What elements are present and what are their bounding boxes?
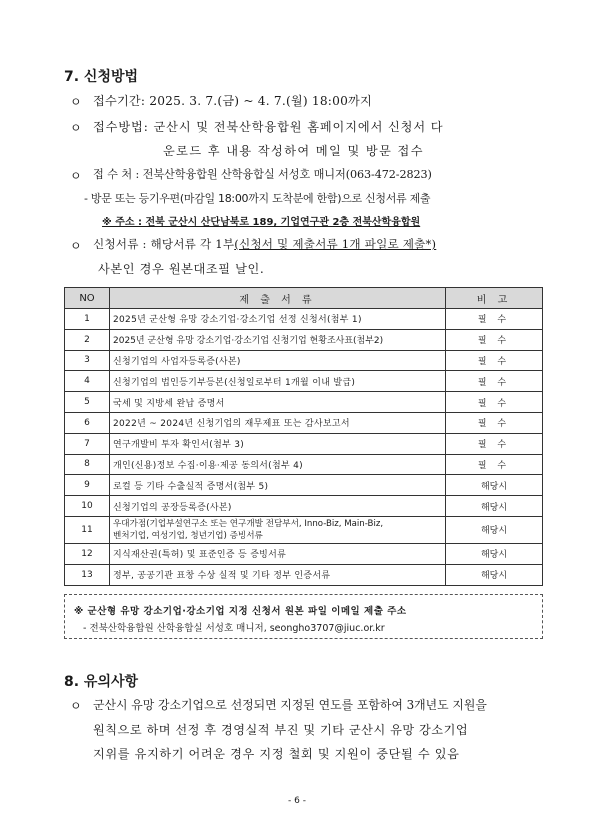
col-header-remark: 비 고 <box>446 288 543 309</box>
row-no: 5 <box>65 392 110 413</box>
application-method-line1: 접수방법: 군산시 및 전북산학융합원 홈페이지에서 신청서 다 <box>93 120 444 134</box>
row-no: 7 <box>65 433 110 454</box>
table-header-row <box>65 288 543 309</box>
row-remark: 필 수 <box>446 454 543 475</box>
row-remark: 해당시 <box>446 564 543 585</box>
row-document: 연구개발비 투자 확인서(첨부 3) <box>110 433 446 454</box>
table-row <box>65 496 543 517</box>
table-row <box>65 371 543 392</box>
table-row <box>65 329 543 350</box>
row-no: 10 <box>65 496 110 517</box>
notice-line3: 지위를 유지하기 어려운 경우 지정 철회 및 지원이 중단될 수 있음 <box>93 747 460 761</box>
required-docs-line2: 사본인 경우 원본대조필 날인. <box>98 262 265 276</box>
row-document <box>110 516 446 543</box>
required-docs-line1 <box>93 236 436 252</box>
row-no: 6 <box>65 412 110 433</box>
bullet-marker: ㅇ <box>70 169 82 183</box>
row-document: 정부, 공공기관 표창 수상 실적 및 기타 정부 인증서류 <box>110 564 446 585</box>
row-remark: 필 수 <box>446 412 543 433</box>
row-no: 12 <box>65 543 110 564</box>
application-office: 접 수 처 : 전북산학융합원 산학융합실 서성호 매니저(063-472-2823) <box>93 168 432 181</box>
row-remark: 필 수 <box>446 309 543 330</box>
address-note: ※ 주소 : 전북 군산시 산단남북로 189, 기업연구관 2층 전북산학융합원 <box>102 217 421 228</box>
bullet-marker: ㅇ <box>70 121 82 135</box>
application-method-line2: 운로드 후 내용 작성하여 메일 및 방문 접수 <box>163 144 424 158</box>
bullet-marker: ㅇ <box>70 95 82 109</box>
bullet-marker: ㅇ <box>70 239 82 253</box>
row-remark: 필 수 <box>446 350 543 371</box>
row-remark: 해당시 <box>446 496 543 517</box>
notebox-contact: - 전북산학융합원 산학융합실 서성호 매니저, seongho3707@jiuc.or.kr <box>83 623 385 634</box>
row-document-line1: 우대가점(기업부설연구소 또는 연구개발 전담부서, Inno-Biz, Main-Biz, <box>113 518 384 529</box>
email-submission-notebox <box>64 594 543 639</box>
row-document: 2025년 군산형 유망 강소기업·강소기업 선정 신청서(첨부 1) <box>110 309 446 330</box>
row-document: 로컬 등 기타 수출실적 증명서(첨부 5) <box>110 475 446 496</box>
row-document: 2022년 ~ 2024년 신청기업의 재무제표 또는 감사보고서 <box>110 412 446 433</box>
col-header-docs: 제 출 서 류 <box>110 288 446 309</box>
row-document: 2025년 군산형 유망 강소기업·강소기업 신청기업 현황조사표(첨부2) <box>110 329 446 350</box>
row-no: 4 <box>65 371 110 392</box>
page-number: - 6 - <box>288 796 306 806</box>
col-header-no: NO <box>65 288 110 309</box>
row-document: 신청기업의 법인등기부등본(신청일로부터 1개월 이내 발급) <box>110 371 446 392</box>
notice-line2: 원칙으로 하며 선정 후 경영실적 부진 및 기타 군산시 유망 강소기업 <box>93 723 469 737</box>
bullet-marker: ㅇ <box>70 699 82 713</box>
row-no: 1 <box>65 309 110 330</box>
row-remark: 해당시 <box>446 516 543 543</box>
row-remark: 해당시 <box>446 543 543 564</box>
row-no: 8 <box>65 454 110 475</box>
row-remark: 필 수 <box>446 329 543 350</box>
row-remark: 해당시 <box>446 475 543 496</box>
table-row <box>65 309 543 330</box>
required-docs-prefix: 신청서류 : 해당서류 각 1부 <box>93 237 235 251</box>
table-row <box>65 475 543 496</box>
required-documents-table <box>64 287 543 586</box>
notice-line1: 군산시 유망 강소기업으로 선정되면 지정된 연도를 포함하여 3개년도 지원을 <box>93 698 487 712</box>
row-remark: 필 수 <box>446 392 543 413</box>
notebox-title: ※ 군산형 유망 강소기업·강소기업 지정 신청서 원본 파일 이메일 제출 주소 <box>74 606 407 617</box>
row-document-line2: 벤처기업, 여성기업, 청년기업) 증빙서류 <box>113 530 263 541</box>
row-remark: 필 수 <box>446 433 543 454</box>
row-document: 신청기업의 사업자등록증(사본) <box>110 350 446 371</box>
row-remark: 필 수 <box>446 371 543 392</box>
required-docs-underlined: (신청서 및 제출서류 1개 파일로 제출*) <box>234 237 437 251</box>
table-row <box>65 454 543 475</box>
table-row <box>65 350 543 371</box>
row-no: 3 <box>65 350 110 371</box>
table-row <box>65 516 543 543</box>
table-row <box>65 564 543 585</box>
table-row <box>65 392 543 413</box>
row-document: 국세 및 지방세 완납 증명서 <box>110 392 446 413</box>
section-7-title: 7. 신청방법 <box>64 69 139 85</box>
row-no: 11 <box>65 516 110 543</box>
row-no: 13 <box>65 564 110 585</box>
application-period: 접수기간: 2025. 3. 7.(금) ~ 4. 7.(월) 18:00까지 <box>93 94 372 108</box>
section-8-title: 8. 유의사항 <box>64 674 139 690</box>
row-no: 9 <box>65 475 110 496</box>
row-document: 신청기업의 공장등록증(사본) <box>110 496 446 517</box>
table-row <box>65 412 543 433</box>
visit-submission-note: - 방문 또는 등기우편(마감일 18:00까지 도착분에 한함)으로 신청서류 제출 <box>84 192 431 205</box>
table-row <box>65 543 543 564</box>
table-row <box>65 433 543 454</box>
row-document: 지식재산권(특허) 및 표준인증 등 증빙서류 <box>110 543 446 564</box>
row-no: 2 <box>65 329 110 350</box>
row-document: 개인(신용)정보 수집·이용·제공 동의서(첨부 4) <box>110 454 446 475</box>
